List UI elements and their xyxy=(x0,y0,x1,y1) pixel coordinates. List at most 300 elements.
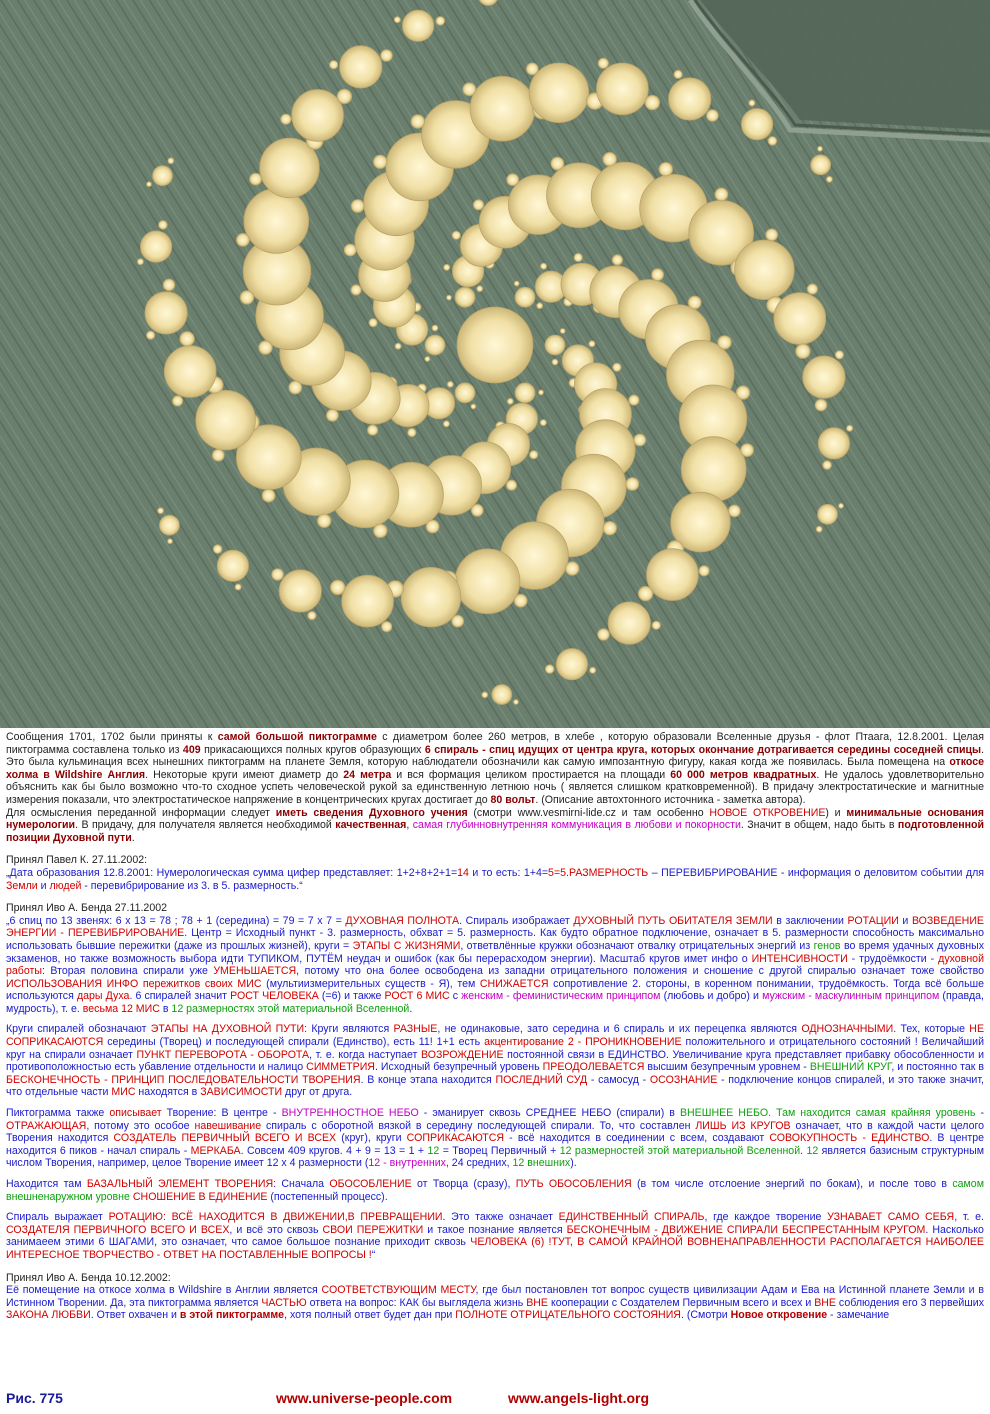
text-segment: 24 метра xyxy=(343,768,392,781)
crop-circle xyxy=(457,307,533,383)
text-segment: ВНЕ xyxy=(526,1296,548,1309)
text-segment: 60 000 метров квадратных xyxy=(670,768,817,781)
text-segment: „Дата образования 12.8.2001: Нумерологическая сумма цифер представляет: 1+2+8+2+1= xyxy=(6,866,458,879)
crop-circle xyxy=(443,421,449,427)
crop-circle xyxy=(394,17,400,23)
crop-circle xyxy=(537,303,543,309)
crop-circle xyxy=(447,295,452,300)
text-segment: , потому что она более освободена из западни отрицательного положения и сношение с другой спиралью означает тоже свойство xyxy=(296,965,984,978)
crop-circle xyxy=(669,78,711,120)
text-segment: СВОИ ПЕРЕЖИТКИ xyxy=(322,1223,424,1236)
text-segment: РАЗНЫЕ xyxy=(393,1023,438,1036)
text-segment: НЕ СОПРИКАСАЮТСЯ xyxy=(6,1023,985,1049)
text-segment: с xyxy=(449,990,462,1003)
text-segment: - замечание xyxy=(827,1309,890,1322)
text-segment: 12 xyxy=(427,1144,440,1157)
text-segment: Её помещение на откосе холма в Wildshire в Англии является xyxy=(6,1284,322,1297)
text-segment: 12 xyxy=(806,1144,819,1157)
crop-circle xyxy=(196,390,256,450)
crop-circle xyxy=(172,396,182,406)
text-segment: дары Духа xyxy=(76,990,130,1003)
crop-circle xyxy=(402,10,433,41)
text-segment: РОСТ ЧЕЛОВЕКА xyxy=(230,990,319,1003)
crop-circle xyxy=(545,665,554,674)
crop-circle xyxy=(145,292,187,334)
text-segment: 14 xyxy=(457,866,469,879)
text-segment: ПУТЬ ОБОСОБЛЕНИЯ xyxy=(515,1178,632,1190)
text-segment: с диаметром более 260 метров, в хлебе , которую образовали Вселенные друзья - флот Птаага, 12.8.2001. Целая пиктограмма составлена только из xyxy=(6,731,985,756)
crop-circle xyxy=(598,58,608,68)
text-segment: ) и xyxy=(825,806,847,819)
crop-circle xyxy=(540,420,546,426)
text-segment: является базисным структурным числом Творения, например, целое Творение имеет 12 x 4 размерности ( xyxy=(6,1144,984,1170)
text-segment: ИНТЕНСИВНОСТИ xyxy=(751,952,848,965)
text-segment: ЭТАПЫ НА ДУХОВНОЙ ПУТИ xyxy=(150,1023,305,1036)
crop-circle xyxy=(330,580,345,595)
text-segment: МИС xyxy=(111,1086,136,1099)
text-segment: . (Смотри xyxy=(680,1309,731,1322)
text-segment: . Некоторые круги имеют диаметр до xyxy=(145,768,344,781)
text-segment: РОСТ 6 МИС xyxy=(384,990,450,1003)
crop-circle xyxy=(728,505,740,517)
crop-circle xyxy=(774,293,826,345)
text-segment: МЕРКАБА xyxy=(190,1144,241,1157)
crop-circle xyxy=(823,461,832,470)
text-segment: середины (Творец) и последующей спирали (Единство), есть 11! 1+1 есть xyxy=(103,1036,485,1049)
crop-circle xyxy=(530,451,538,459)
crop-circle xyxy=(507,398,513,404)
text-segment: . (Описание автохтонного источника - заметка автора). xyxy=(535,793,806,806)
message-paragraph-2 xyxy=(6,915,984,1016)
text-segment: постоянной связи в ЕДИНСТВО. Увеличивание круга представляет прибавку обособленности и противоположностью есть убавление отдельности и налицо xyxy=(6,1048,985,1074)
text-segment: , т. е. когда наступает xyxy=(309,1048,422,1061)
crop-circle xyxy=(344,244,356,256)
crop-circle xyxy=(164,346,216,398)
text-segment: - xyxy=(975,1107,984,1120)
crop-circle xyxy=(741,444,754,457)
crop-circle xyxy=(168,158,174,164)
text-segment: . Не удалось удовлетворительно объяснить как бы было возможно что-то сходное успеть человеческой рукой за единственную летнюю ночь ( является слишком кратковременной). В придачу электростатические и магнитные измерения показали, что электростатическое напряжение в концентрических кругах достигает до xyxy=(6,768,984,806)
text-segment: ЧЕЛОВЕКА (6) !ТУТ, В САМОЙ КРАЙНОЙ ВОВНЕНАПРАВЛЕННОСТИ РАСПОЛАГАЕТСЯ НАИБОЛЕЕ ИНТЕРЕСНОЕ ТВОРЧЕСТВО - ОТВЕТ НА ПОСТАВЛЕННЫЕ ВОПРОСЫ ! xyxy=(6,1236,984,1261)
crop-circle xyxy=(395,343,401,349)
text-segment: - подключение концов спиралей, и это также значит, что отдельные части xyxy=(6,1073,984,1099)
crop-circle xyxy=(213,545,222,554)
crop-circle xyxy=(613,363,621,371)
text-segment: сопротивление 2. стороны, в коренном понимании, трудоёмкость. Тогда всё больше используются xyxy=(6,977,984,1003)
text-segment: Земли xyxy=(6,879,38,892)
text-segment: Сообщения 1701, 1702 были приняты к xyxy=(6,731,218,743)
text-segment: кооперации с Создателем Первичным всего и всех и xyxy=(548,1296,815,1309)
crop-circle xyxy=(608,602,650,644)
crop-circle xyxy=(244,189,309,254)
text-segment: - всё находится в соединении с всем, создавают xyxy=(504,1132,770,1145)
text-segment: в этой пиктограмме xyxy=(179,1309,285,1322)
crop-circle xyxy=(455,549,520,614)
text-segment: и xyxy=(898,914,912,927)
crop-circle xyxy=(482,692,488,698)
crop-circle xyxy=(638,586,653,601)
crop-circle xyxy=(455,287,475,307)
crop-circle xyxy=(382,622,392,632)
crop-circle xyxy=(514,700,519,705)
text-segment: . Насколько занимаеем этими 6 ШАГАМИ, это означает, что самое большое познание приходит сквозь xyxy=(6,1223,984,1249)
text-segment: Пиктограмма также xyxy=(6,1107,110,1120)
crop-circle xyxy=(326,409,338,421)
text-segment: ВОЗВЕДЕНИЕ ЭНЕРГИИ - ПЕРЕВИБРИРОВАНИЕ xyxy=(6,914,984,940)
crop-circle xyxy=(235,584,241,590)
crop-circle xyxy=(163,279,175,291)
crop-circle xyxy=(411,115,425,129)
crop-circle xyxy=(447,381,453,387)
message-paragraph-5 xyxy=(6,1178,984,1203)
website-link-angels-light[interactable]: www.angels-light.org xyxy=(508,1390,650,1406)
intro-paragraph-2 xyxy=(6,807,984,845)
crop-circle xyxy=(539,390,544,395)
text-segment: = Творец Первичный + xyxy=(439,1144,560,1157)
text-segment: . Исходный безупречный уровень xyxy=(374,1061,543,1074)
text-segment: , где был постановлен тот вопрос существ цивилизации Адам и Ева на Истинной планете Земли и в Истинном Творении. Да, эта пиктограмма является xyxy=(6,1284,984,1309)
crop-circle xyxy=(545,335,565,355)
text-segment: , и постоянно так в xyxy=(891,1061,984,1074)
text-segment: иметь сведения Духовного учения xyxy=(275,806,468,819)
crop-circle xyxy=(514,594,527,607)
crop-circle xyxy=(652,621,660,629)
crop-circle xyxy=(351,285,361,295)
text-segment: ). xyxy=(570,1157,577,1170)
text-segment: , и всё это сквозь xyxy=(229,1223,323,1236)
crop-circle xyxy=(736,386,750,400)
text-segment: (любовь и добро) и xyxy=(660,990,763,1003)
crop-circle xyxy=(506,480,516,490)
crop-circle xyxy=(381,50,393,62)
text-segment: , ответвлённые кружки обозначают отвалку отрицательных энергий из xyxy=(460,939,814,952)
crop-circle xyxy=(699,566,709,576)
crop-circle xyxy=(629,395,639,405)
text-segment: СОЗДАТЕЛЯ ПЕРВИЧНОГО ВСЕГО И ВСЕХ xyxy=(6,1223,230,1236)
text-segment: ИСПОЛЬЗОВАНИЯ ИНФО пережитков своих МИС xyxy=(6,977,262,990)
intro-paragraph xyxy=(6,731,984,807)
crop-circle xyxy=(749,100,755,106)
text-segment: - эманирует сквозь xyxy=(418,1107,526,1120)
text-segment: соблюдения его 3 первейших xyxy=(835,1296,984,1309)
crop-circle xyxy=(137,259,143,265)
text-segment: Творение: В центре - xyxy=(161,1107,282,1120)
crop-circle xyxy=(250,173,262,185)
crop-circle xyxy=(688,296,701,309)
text-segment: в xyxy=(159,1002,172,1015)
text-segment: : Круги являются xyxy=(304,1023,394,1036)
text-segment: 409 xyxy=(182,743,201,756)
crop-circle xyxy=(766,229,778,241)
crop-circle xyxy=(674,70,682,78)
text-segment: друг от друга. xyxy=(282,1086,353,1099)
crop-circle xyxy=(159,221,168,230)
crop-circle xyxy=(811,155,831,175)
text-segment: навешивание xyxy=(194,1119,262,1132)
text-segment: “ xyxy=(371,1248,376,1261)
crop-circle xyxy=(425,357,430,362)
text-segment: женским - феминистическим принципом xyxy=(461,990,661,1003)
crop-circle xyxy=(612,255,622,265)
text-segment: (спирали) в xyxy=(611,1107,680,1120)
text-segment: - перевибрирование из 3. в 5. размерность.“ xyxy=(81,879,303,892)
text-segment: (постепенный процесс). xyxy=(267,1190,388,1203)
crop-circle xyxy=(514,281,519,286)
text-segment: акцентирование 2 - ПРОНИКНОВЕНИЕ xyxy=(484,1036,682,1049)
text-segment: - самосуд - xyxy=(587,1073,650,1086)
text-segment: БЕСКОНЕЧНЫМ - ДВИЖЕНИЕ СПИРАЛИ БЕСПРЕСТАННЫМ КРУГОМ xyxy=(566,1223,926,1236)
text-segment: духовной работы xyxy=(6,952,984,978)
message-paragraph-3 xyxy=(6,1023,984,1099)
text-segment: – ПЕРЕВИБРИРОВАНИЕ - информация о деловитом событии для xyxy=(648,866,984,879)
message-paragraph-7 xyxy=(6,1284,984,1322)
message-paragraph-4 xyxy=(6,1107,984,1170)
crop-circle xyxy=(337,89,352,104)
crop-circle xyxy=(471,504,483,516)
text-segment: ОТРАЖАЮЩАЯ xyxy=(6,1119,87,1132)
crop-circle xyxy=(436,17,445,26)
text-segment: . Спираль изображает xyxy=(459,914,574,927)
crop-circle xyxy=(477,286,483,292)
text-segment: (смотри www.vesmirni-lide.cz и там особенно xyxy=(467,806,710,819)
text-segment: описывает xyxy=(109,1107,162,1120)
text-segment: . Совсем 409 кругов. 4 + 9 = 13 = 1 + xyxy=(240,1144,428,1157)
crop-circle xyxy=(272,569,284,581)
text-segment: высшим безупречным уровнем - xyxy=(644,1061,810,1074)
text-segment: 12 внешних xyxy=(512,1157,571,1170)
message-paragraph-6 xyxy=(6,1211,984,1261)
text-segment: Круги спиралей обозначают xyxy=(6,1023,151,1036)
text-segment: 80 вольт xyxy=(490,793,536,806)
crop-circle xyxy=(526,63,538,75)
crop-circle xyxy=(236,233,249,246)
text-segment: , хотя полный ответ будет дан при xyxy=(284,1309,456,1322)
crop-circle xyxy=(589,341,595,347)
crop-circle xyxy=(515,287,535,307)
text-segment: - трудоёмкости - xyxy=(847,952,939,965)
text-segment: , xyxy=(406,819,413,832)
crop-circle xyxy=(308,611,316,619)
text-segment: ЛИШЬ ИЗ КРУГОВ xyxy=(695,1119,791,1132)
crop-circle xyxy=(317,514,331,528)
text-segment: (в том числе отслоение энергий по бокам), и после тово в xyxy=(631,1178,953,1190)
text-segment: . xyxy=(409,1002,413,1015)
crop-circle xyxy=(603,152,617,166)
crop-circle xyxy=(652,269,664,281)
text-segment: , 24 средних, xyxy=(445,1157,513,1170)
figure-number: Рис. 775 xyxy=(6,1390,63,1406)
crop-circle xyxy=(369,319,377,327)
crop-circle xyxy=(681,437,746,502)
text-segment: от Творца (сразу), xyxy=(411,1178,516,1190)
crop-circle xyxy=(471,404,476,409)
crop-circle xyxy=(262,489,275,502)
crop-circle xyxy=(408,428,416,436)
text-segment: ОДНОЗНАЧНЫМИ xyxy=(801,1023,894,1036)
crop-circle xyxy=(835,351,843,359)
text-segment: ответа на вопрос: КАК бы выглядела жизнь xyxy=(306,1296,527,1309)
crop-circle xyxy=(351,200,364,213)
text-segment: ВНЕШНЕЕ НЕБО xyxy=(679,1107,769,1120)
crop-circle xyxy=(507,174,519,186)
text-segment: БЕСКОНЕЧНОСТЬ - ПРИНЦИП ПОСЛЕДОВАТЕЛЬНОСТИ ТВОРЕНИЯ xyxy=(6,1073,361,1086)
text-segment: , где каждое творение xyxy=(704,1211,828,1224)
crop-circle xyxy=(816,526,822,532)
message-header-2: Принял Иво А. Бенда 27.11.2002 xyxy=(6,902,167,915)
text-segment: ЧАСТЬЮ xyxy=(261,1296,307,1309)
crop-circle xyxy=(715,188,728,201)
text-segment: . xyxy=(131,831,135,844)
crop-circle xyxy=(818,504,838,524)
crop-circle xyxy=(373,155,387,169)
text-segment: Находится там xyxy=(6,1178,87,1190)
text-segment: СООТВЕТСТВУЮЩИМ МЕСТУ xyxy=(321,1284,476,1297)
text-segment: ПРЕОДОЛЕВАЕТСЯ xyxy=(542,1061,645,1074)
crop-circle xyxy=(541,263,547,269)
text-segment: ОБОСОБЛЕНИЕ xyxy=(329,1178,412,1190)
website-link-universe-people[interactable]: www.universe-people.com xyxy=(276,1390,453,1406)
crop-circle xyxy=(597,63,649,115)
crop-circle xyxy=(659,162,673,176)
crop-circle xyxy=(180,332,195,347)
text-segment: 12 размерностей этой материальной Вселенной xyxy=(559,1144,801,1157)
crop-circle xyxy=(735,240,795,300)
text-segment: УЗНАВАЕТ САМО СЕБЯ xyxy=(827,1211,955,1224)
crop-circle xyxy=(444,264,450,270)
crop-circle xyxy=(217,550,248,581)
text-segment: НОВОЕ ОТКРОВЕНИЕ xyxy=(709,806,826,819)
text-segment: БАЗАЛЬНЫЙ ЭЛЕМЕНТ ТВОРЕНИЯ xyxy=(86,1178,274,1190)
text-segment: (правда, мудрость), т. е. xyxy=(6,990,985,1015)
crop-circle xyxy=(140,231,171,262)
text-segment: ВОЗРОЖДЕНИЕ xyxy=(421,1048,504,1061)
text-segment: СОЗДАТЕЛЬ ПЕРВИЧНЫЙ ВСЕГО И ВСЕХ xyxy=(113,1132,337,1145)
crop-circle xyxy=(281,114,291,124)
text-segment: и вся формация целиком простирается на площади xyxy=(391,768,671,781)
text-segment: УМЕНЬШАЕТСЯ xyxy=(213,965,297,978)
text-segment: 12 размерностях этой материальной Вселенной xyxy=(171,1002,410,1015)
text-segment: и такое познание является xyxy=(423,1223,567,1236)
crop-circle xyxy=(212,449,224,461)
text-segment: 12 - внутренних xyxy=(368,1157,446,1170)
text-segment: ПОСЛЕДНИЙ СУД xyxy=(495,1073,588,1086)
text-segment: . Ответ охвачен и xyxy=(90,1309,180,1322)
crop-circle xyxy=(426,520,439,533)
text-segment: : Сначала xyxy=(273,1178,330,1190)
crop-circle xyxy=(168,539,173,544)
text-segment: ПОЛНОТЕ ОТРИЦАТЕЛЬНОГО СОСТОЯНИЯ xyxy=(455,1309,681,1322)
crop-circle xyxy=(452,231,460,239)
crop-circle xyxy=(645,95,660,110)
text-segment: ВНЕШНИЙ КРУГ xyxy=(809,1061,892,1074)
text-segment: , не одинаковые, зато середина и 6 спираль и их перецепка являются xyxy=(437,1023,802,1036)
crop-circle xyxy=(463,83,476,96)
crop-circle xyxy=(470,76,535,141)
text-segment: Спираль выражает xyxy=(6,1211,109,1224)
crop-circle xyxy=(279,570,321,612)
text-segment: спираль с оборотной вязкой в середину последующей спирали. То, что составлен xyxy=(261,1119,696,1132)
text-segment: и то есть: 1+4= xyxy=(468,866,549,879)
crop-circle xyxy=(455,383,475,403)
text-segment: и xyxy=(37,879,50,892)
text-segment: „6 спиц по 13 звенях: 6 x 13 = 78 ; 78 + 1 (середина) = 79 = 7 x 7 = xyxy=(6,914,346,927)
crop-circle xyxy=(598,629,610,641)
text-segment: 5 xyxy=(548,866,554,879)
crop-circle xyxy=(425,335,445,355)
text-segment: , потому это особое xyxy=(86,1119,195,1132)
crop-circle xyxy=(626,478,639,491)
text-segment: . Тех, которые xyxy=(893,1023,970,1036)
text-segment: людей xyxy=(49,879,82,892)
text-segment: Для осмысления переданной информации следует xyxy=(6,806,276,819)
text-segment: ЕДИНСТВЕННЫЙ СПИРАЛЬ xyxy=(558,1211,705,1224)
crop-circle xyxy=(552,359,558,365)
crop-circle xyxy=(292,90,344,142)
text-segment: генов xyxy=(813,939,841,952)
text-segment: находятся в xyxy=(135,1086,201,1099)
crop-circle xyxy=(718,336,732,350)
message-paragraph-1 xyxy=(6,867,984,892)
crop-circle xyxy=(565,562,579,576)
crop-circle xyxy=(289,381,302,394)
crop-circle xyxy=(340,46,382,88)
crop-circle xyxy=(259,341,273,355)
text-segment: прикасающихся полных кругов образующих xyxy=(200,743,425,756)
text-segment: весьма 12 МИС xyxy=(82,1002,160,1015)
text-segment: 6 спираль - спиц идущих от центра круга, которых окончание дотрагивается середины соседней спицы xyxy=(424,743,982,756)
text-segment: СНИЖАЕТСЯ xyxy=(479,977,549,990)
crop-circle xyxy=(603,521,617,535)
text-segment: РОТАЦИИ xyxy=(847,914,899,927)
text-segment: ВНУТРЕННОСТНОЕ НЕБО xyxy=(281,1107,419,1120)
text-segment: СОВОКУПНОСТЬ - ЕДИНСТВО xyxy=(769,1132,930,1145)
text-segment: ОСОЗНАНИЕ xyxy=(649,1073,718,1086)
crop-circle xyxy=(401,567,461,627)
crop-circle xyxy=(147,182,152,187)
text-segment: ЗАКОНА ЛЮБВИ xyxy=(6,1309,91,1322)
crop-circle xyxy=(146,331,154,339)
text-segment: самом внешненаружном уровне xyxy=(6,1178,984,1203)
text-segment: СИММЕТРИЯ xyxy=(306,1061,375,1074)
text-segment: СОПРИКАСАЮТСЯ xyxy=(406,1132,504,1145)
crop-circle xyxy=(551,157,564,170)
crop-circle xyxy=(159,515,179,535)
crop-circle xyxy=(529,63,589,123)
text-segment: . В придачу, для получателя является необходимой xyxy=(75,819,336,832)
text-segment: ЭТАПЫ С ЖИЗНЯМИ xyxy=(352,939,461,952)
text-segment: во время удачных духовных экзаменов, но также возможность выбора идти ТУПИКОМ, ПУТЁМ неудач и ошибок (как бы перерасходом энергии). Масштаб кругов имет инфо о xyxy=(6,939,985,965)
text-segment: самой большой пиктограмме xyxy=(217,731,377,743)
text-segment: (мультиизмерительных существ - Я), тем xyxy=(261,977,480,990)
text-segment: положительного и отрицательного состояний ! Величайший круг на спирали означает xyxy=(6,1036,985,1061)
crop-circle xyxy=(818,146,823,151)
text-segment: , т. е. xyxy=(954,1211,984,1224)
text-segment: ДУХОВНАЯ ПОЛНОТА xyxy=(345,914,460,927)
text-segment: . 6 спиралей значит xyxy=(129,990,231,1003)
text-segment: (круг), круги xyxy=(336,1132,407,1145)
text-segment: . Центр = Исходный пункт - 3. размерность, обхват = 5. размерность. Как будто обратное подключение, означает в 5. размерности способность максимально использовать бывшие пережитки (даже из прошлых жизней), круги = xyxy=(6,927,984,952)
text-segment: качественная xyxy=(335,819,407,832)
crop-circle xyxy=(492,685,512,705)
crop-circle xyxy=(452,615,464,627)
crop-circle xyxy=(796,344,811,359)
text-segment: подготовленной позиции Духовной пути xyxy=(6,819,985,844)
crop-circle xyxy=(342,575,394,627)
text-segment: ДУХОВНЫЙ ПУТЬ ОБИТАТЕЛЯ ЗЕМЛИ xyxy=(573,914,773,927)
text-segment: Новое откровение xyxy=(730,1309,828,1322)
crop-circle xyxy=(839,503,844,508)
description-text xyxy=(6,731,984,1330)
